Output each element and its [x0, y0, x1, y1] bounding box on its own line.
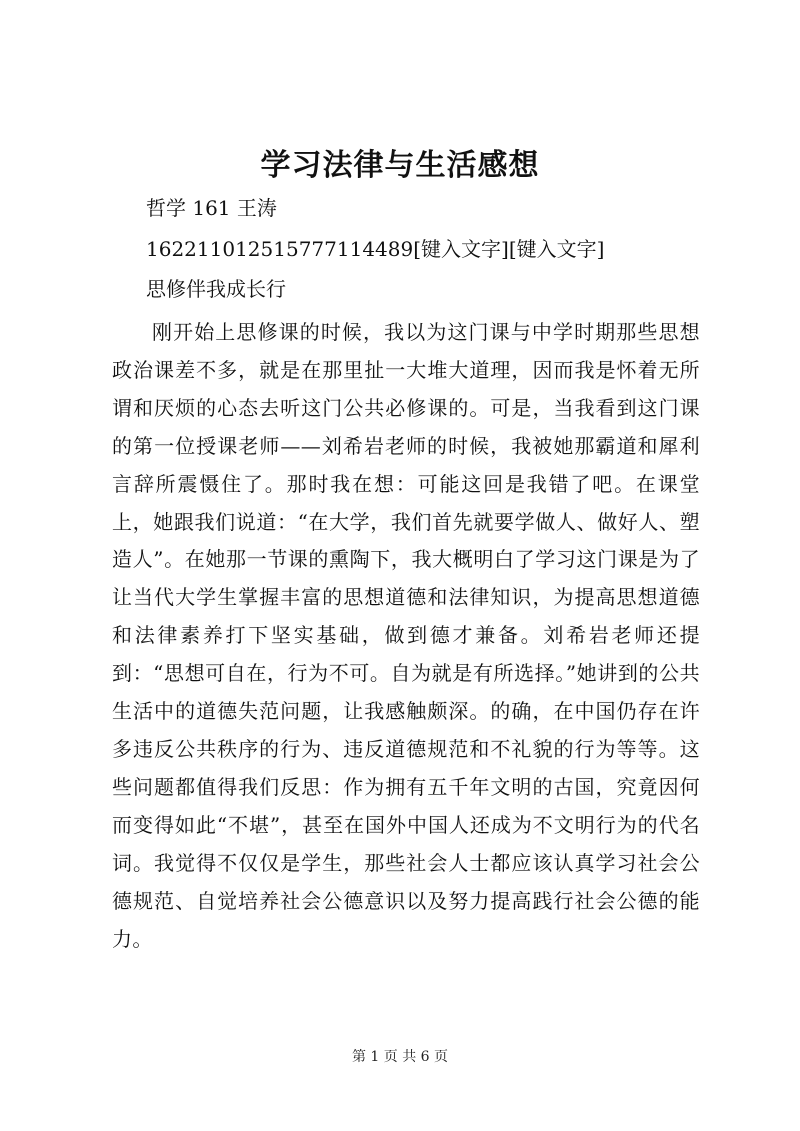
essay-subtitle: 思修伴我成长行	[146, 277, 286, 301]
page-footer: 第 1 页 共 6 页	[351, 1049, 449, 1065]
author-line: 哲学 161 王涛	[146, 196, 277, 220]
body-paragraph: 刚开始上思修课的时候，我以为这门课与中学时期那些思想政治课差不多，就是在那里扯一大堆大道理，因而我是怀着无所谓和厌烦的心态去听这门公共必修课的。可是，当我看到这门课的第一位授课老师——刘希岩老师的时候，我被她那霸道和犀利言辞所震慑住了。那时我在想：可能这回是我错了吧。在课堂上，她跟我们说道：“在大学，我们首先就要学做人、做好人、塑造人”。在她那一节课的熏陶下，我大概明白了学习这门课是为了让当代大学生掌握丰富的思想道德和法律知识，为提高思想道德和法律素养打下坚实基础，做到德才兼备。刘希岩老师还提到：“思想可自在，行为不可。自为就是有所选择。”她讲到的公共生活中的道德失范问题，让我感触颇深。的确，在中国仍存在许多违反公共秩序的行为、违反道德规范和不礼貌的行为等等。这些问题都值得我们反思：作为拥有五千年文明的古国，究竟因何而变得如此“不堪”，甚至在国外中国人还成为不文明行为的代名词。我觉得不仅仅是学生，那些社会人士都应该认真学习社会公德规范、自觉培养社会公德意识以及努力提高践行社会公德的能力。	[112, 320, 700, 951]
document-title: 学习法律与生活感想	[260, 148, 540, 183]
student-id-line: 162211012515777114489[键入文字][键入文字]	[146, 237, 605, 261]
